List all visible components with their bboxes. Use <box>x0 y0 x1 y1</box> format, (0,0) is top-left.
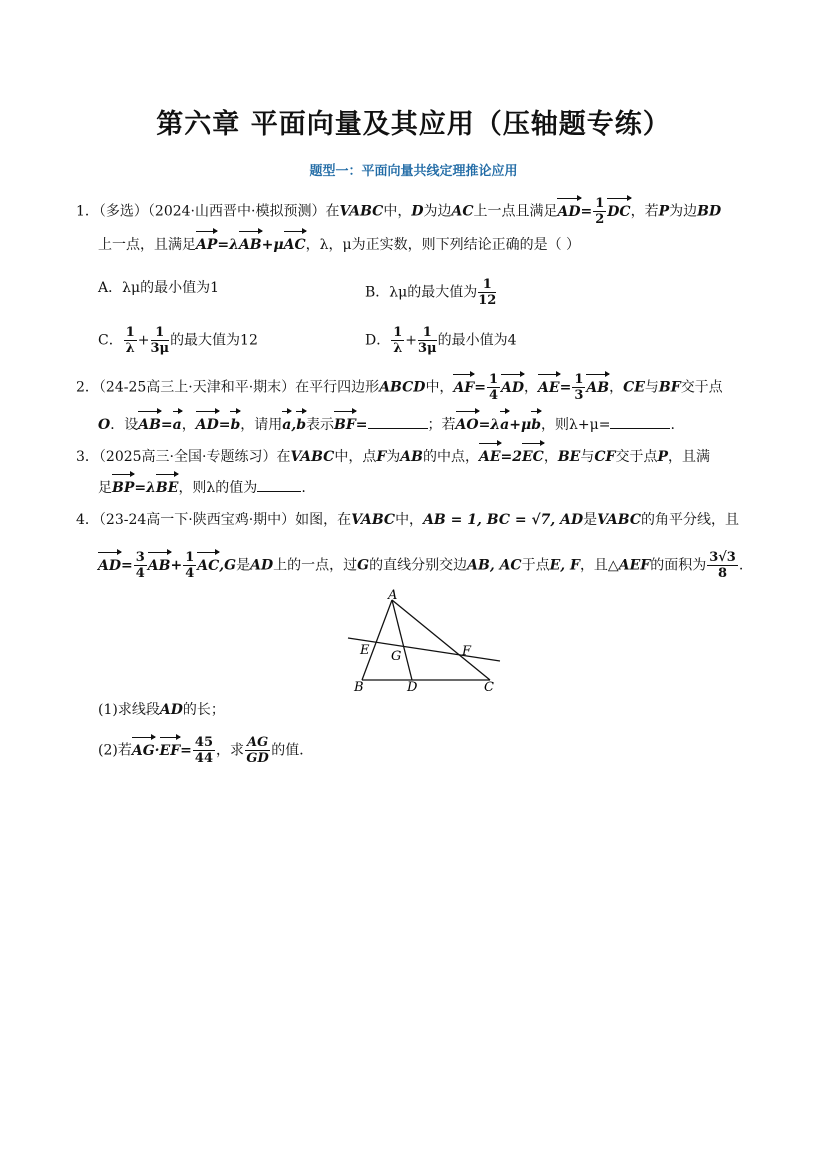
q2-math: O <box>98 417 111 433</box>
option-c-text: C． <box>98 332 123 349</box>
vector-EC: EC <box>522 446 544 468</box>
q1-math: +μ <box>261 237 284 253</box>
q3-text: （2025高三·全国·专题练习）在 <box>98 449 291 465</box>
q2-text: ， <box>181 417 196 433</box>
vector-a: a <box>500 414 509 436</box>
q1-option-c <box>98 325 258 356</box>
frac-num: AG <box>247 735 269 750</box>
q2-text: 表示 <box>306 417 335 433</box>
q3-math: AB <box>400 449 423 465</box>
q3-math: BE <box>557 449 581 465</box>
vector-EF: EF <box>160 740 181 762</box>
frac-den: λ <box>125 341 135 356</box>
q3-math: CF <box>594 449 616 465</box>
q1-math: BD <box>697 203 722 220</box>
section-subtitle: 题型一：平面向量共线定理推论应用 <box>309 164 518 179</box>
vector-BP: BP <box>112 477 134 499</box>
frac-den: 3 <box>574 388 584 403</box>
q2-math: = <box>559 379 572 396</box>
frac-num: 1 <box>125 325 135 340</box>
q2-text: ，则λ+μ= <box>541 417 611 433</box>
q1-math: D <box>411 203 424 220</box>
q1-text: 为边 <box>669 203 698 220</box>
q3-text: ，且满 <box>667 449 710 465</box>
fraction <box>418 325 437 356</box>
q4-math: · <box>154 742 160 759</box>
frac-den: 3μ <box>150 341 170 356</box>
frac-num: 3√3 <box>709 550 736 565</box>
q1-text: （多选）（2024·山西晋中·模拟预测）在 <box>98 203 340 220</box>
vector-AG: AG <box>132 740 155 762</box>
q3-text: ， <box>543 449 558 465</box>
q3-math: =λ <box>134 480 156 496</box>
q2-math: ABCD <box>379 379 426 396</box>
vector-DC: DC <box>607 201 630 223</box>
q3-math: VABC <box>290 449 335 465</box>
q2-math: = <box>474 379 486 396</box>
frac-num: 1 <box>595 196 605 211</box>
q3-text: 足 <box>98 480 112 496</box>
q2-text: 与 <box>644 379 659 396</box>
vector-a: a <box>282 414 291 436</box>
frac-den: 4 <box>488 388 499 403</box>
q1-text: 上一点且满足 <box>473 203 558 220</box>
q1-math: VABC <box>339 203 384 220</box>
vector-AB: AB <box>148 555 171 577</box>
q2-math: , <box>291 417 297 433</box>
segment-AD <box>392 600 412 680</box>
frac-num: 3 <box>135 550 145 565</box>
q2-text: ， <box>609 379 624 396</box>
label-C: C <box>484 680 494 695</box>
q4-text: 于点 <box>521 557 550 574</box>
vector-AP: AP <box>196 234 217 256</box>
q1-option-d <box>365 325 517 356</box>
label-A: A <box>388 588 398 603</box>
vector-AB: AB <box>138 414 161 436</box>
vector-BE: BE <box>156 477 179 499</box>
frac-den: 8 <box>718 566 728 581</box>
vector-AE: AE <box>479 446 501 468</box>
q1-text: ，λ，μ为正实数，则下列结论正确的是（ ） <box>305 237 581 253</box>
q2-math: = <box>160 417 173 433</box>
frac-den: 12 <box>478 293 497 308</box>
option-c-text: 的最大值为12 <box>170 332 258 349</box>
q4-text: 的值． <box>271 742 314 759</box>
q4-text: 是 <box>236 557 251 574</box>
label-E: E <box>360 643 370 658</box>
frac-num: 45 <box>194 735 213 750</box>
label-F: F <box>462 644 472 659</box>
frac-den: λ <box>393 341 403 356</box>
q4-math: G <box>357 557 370 574</box>
q4-math: AEF <box>618 557 651 574</box>
q3-number: 3． <box>76 449 99 465</box>
q1-math: AC <box>451 203 474 220</box>
vector-AC: AC <box>284 234 306 256</box>
frac-num: 1 <box>418 325 437 341</box>
option-d-text: + <box>405 332 418 349</box>
q4-math: AB = 1, BC = √7, AD <box>423 512 584 528</box>
vector-b: b <box>531 414 541 436</box>
q2-text: 交于点 <box>680 379 723 396</box>
frac-den: 2 <box>595 212 605 227</box>
frac-num: 1 <box>151 325 170 341</box>
q4-text: ，且△ <box>579 557 619 574</box>
q4-text: 上的一点，过 <box>273 557 358 574</box>
q1-math: P <box>658 203 670 220</box>
q4-sub-2 <box>98 735 313 766</box>
fraction <box>124 325 137 356</box>
q4-math: E, F <box>549 557 580 574</box>
answer-blank[interactable] <box>368 414 428 429</box>
q3-text: 交于点 <box>615 449 658 465</box>
q3-text: 与 <box>580 449 595 465</box>
q2-text: 中， <box>425 379 454 396</box>
vector-AE: AE <box>538 377 560 399</box>
q4-text: (2)若 <box>98 742 132 759</box>
q2-math: =λ <box>478 417 501 433</box>
q3-text: 中，点 <box>334 449 377 465</box>
q2-text: . <box>670 417 675 433</box>
q4-text: 的角平分线，且 <box>641 512 740 528</box>
label-G: G <box>391 649 402 664</box>
q2-line-2 <box>98 414 675 436</box>
option-c-text: + <box>137 332 150 349</box>
frac-den: GD <box>246 751 269 766</box>
vector-AC: AC <box>197 555 219 577</box>
q1-text: ，若 <box>630 203 659 220</box>
q2-math: CE <box>623 379 645 396</box>
fraction <box>134 550 147 581</box>
fraction-1-2 <box>593 196 606 227</box>
q3-text: 为 <box>386 449 401 465</box>
vector-b: b <box>296 414 306 436</box>
triangle-figure <box>340 588 510 700</box>
q3-text: . <box>301 480 306 496</box>
answer-blank[interactable] <box>257 477 301 492</box>
q1-text: 上一点，且满足 <box>98 237 196 253</box>
q2-text: ．设 <box>110 417 139 433</box>
vector-AF: AF <box>453 377 474 399</box>
fraction <box>572 372 585 403</box>
frac-num: 1 <box>574 372 584 387</box>
vector-BF: BF <box>334 414 356 436</box>
answer-blank[interactable] <box>610 414 670 429</box>
q4-text: ，求 <box>216 742 244 759</box>
vector-AD: AD <box>557 201 580 223</box>
q4-text: (1)求线段 <box>98 702 160 718</box>
frac-den: 4 <box>135 566 145 581</box>
q1-option-b <box>365 277 497 308</box>
vector-AD: AD <box>98 555 121 577</box>
option-a-text: A．λμ的最小值为1 <box>98 280 219 296</box>
q1-text: 为边 <box>423 203 452 220</box>
q4-math: VABC <box>351 512 396 528</box>
q3-line-2 <box>98 477 306 499</box>
fraction <box>391 325 404 356</box>
fraction <box>193 735 215 766</box>
q4-text: （23-24高一下·陕西宝鸡·期中）如图，在 <box>98 512 352 528</box>
q4-math: = <box>121 557 133 574</box>
frac-den: 3μ <box>418 341 437 356</box>
q4-math: G <box>224 557 237 574</box>
q4-line-2 <box>98 550 743 581</box>
q4-sub-1 <box>98 699 225 721</box>
frac-num: 1 <box>393 325 403 340</box>
q2-math: +μ <box>509 417 532 433</box>
vector-AD: AD <box>501 377 524 399</box>
q3-text: ，则λ的值为 <box>178 480 258 496</box>
q2-line-1 <box>76 372 723 403</box>
vector-AB: AB <box>239 234 262 256</box>
q1-math: = <box>580 203 593 220</box>
side-AC <box>392 600 490 680</box>
page-title: 第六章 平面向量及其应用（压轴题专练） <box>156 109 671 140</box>
q4-line-1 <box>76 509 739 531</box>
q1-number: 1． <box>76 203 99 220</box>
q2-text: ；若 <box>427 417 456 433</box>
q3-math: =2 <box>500 449 523 465</box>
option-d-text: 的最小值为4 <box>437 332 517 349</box>
q4-math: + <box>170 557 183 574</box>
fraction <box>478 277 496 308</box>
frac-den: 4 <box>185 566 195 581</box>
frac-den: 44 <box>194 751 213 766</box>
q2-text: ，请用 <box>240 417 283 433</box>
q3-line-1 <box>76 446 710 468</box>
q4-text: 的面积为 <box>650 557 707 574</box>
q4-math: VABC <box>597 512 642 528</box>
q4-math: AD <box>159 702 183 718</box>
q4-math: , <box>219 557 225 574</box>
option-b-text: B．λμ的最大值为 <box>365 284 478 301</box>
q2-number: 2． <box>76 379 99 396</box>
q4-text: 的长； <box>182 702 225 718</box>
fraction <box>183 550 196 581</box>
fraction <box>151 325 170 356</box>
q4-text: 中， <box>395 512 424 528</box>
frac-num: 1 <box>488 372 499 387</box>
label-D: D <box>407 680 418 695</box>
q1-text: 中， <box>383 203 412 220</box>
frac-num: 1 <box>478 277 496 293</box>
fraction <box>707 550 738 581</box>
vector-a: a <box>173 414 182 436</box>
q4-text: 是 <box>583 512 598 528</box>
q2-math: BF <box>658 379 681 396</box>
q1-line-2 <box>98 234 580 256</box>
q4-text: 的直线分别交边 <box>369 557 468 574</box>
option-d-text: D． <box>365 332 391 349</box>
q3-math: F <box>376 449 387 465</box>
label-B: B <box>354 680 364 695</box>
fraction <box>245 735 270 766</box>
q3-math: P <box>657 449 668 465</box>
vector-AO: AO <box>456 414 479 436</box>
q2-text: （24-25高三上·天津和平·期末）在平行四边形 <box>98 379 380 396</box>
q3-text: 的中点， <box>422 449 479 465</box>
vector-b: b <box>230 414 240 436</box>
q4-math: = <box>180 742 192 759</box>
q1-line-1 <box>76 196 721 227</box>
q2-math: = <box>218 417 231 433</box>
vector-AD: AD <box>196 414 219 436</box>
q4-number: 4． <box>76 512 99 528</box>
q1-option-a <box>98 277 219 299</box>
frac-num: 1 <box>185 550 195 565</box>
q1-math: =λ <box>217 237 239 253</box>
q2-text: ， <box>524 379 539 396</box>
q4-math: AD <box>250 557 274 574</box>
side-AB <box>362 600 392 680</box>
q4-math: AB, AC <box>467 557 522 574</box>
vector-AB: AB <box>586 377 609 399</box>
fraction <box>487 372 500 403</box>
q4-text: . <box>738 557 744 574</box>
q2-math: = <box>355 417 368 433</box>
